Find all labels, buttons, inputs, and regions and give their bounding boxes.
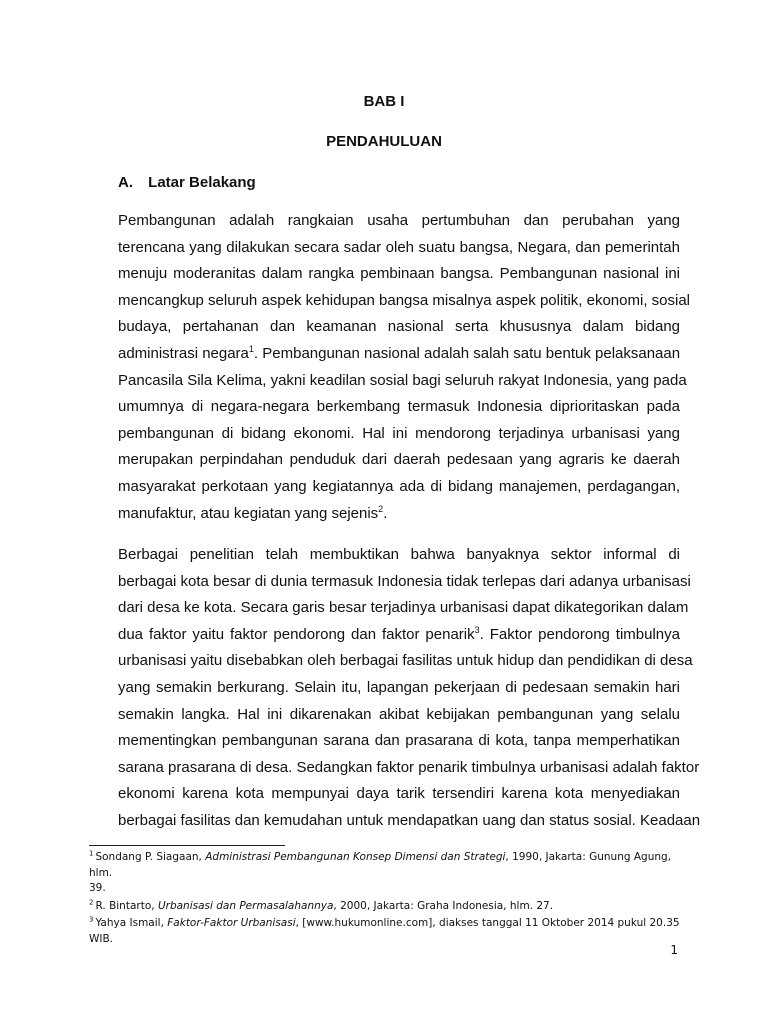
footnote-source-title: Administrasi Pembangunan Konsep Dimensi dan Strategi: [205, 851, 506, 863]
footnote-continuation: 39.: [89, 882, 106, 895]
footnote-mark: 1: [89, 849, 94, 858]
paragraph-line: Pembangunan adalah rangkaian usaha pertumbuhan dan perubahan yang: [118, 212, 680, 229]
paragraph-line: semakin langka. Hal ini dikarenakan akibat kebijakan pembangunan yang selalu: [118, 705, 680, 723]
paragraph-line: urbanisasi yaitu disebabkan oleh berbagai fasilitas untuk hidup dan pendidikan di desa: [118, 652, 693, 670]
footnote-author: R. Bintarto,: [95, 899, 158, 912]
paragraph-line: menuju moderanitas dalam rangka pembinaan bangsa. Pembangunan nasional ini: [118, 265, 680, 283]
page-number: 1: [670, 943, 678, 957]
footnote-author: Sondang P. Siagaan,: [95, 851, 206, 863]
footnote-details: , 1990, Jakarta: Gunung Agung, hlm.: [89, 851, 672, 879]
paragraph-line: sarana prasarana di desa. Sedangkan faktor penarik timbulnya urbanisasi adalah faktor: [118, 758, 700, 776]
paragraph-line: dua faktor yaitu faktor pendorong dan faktor penarik$^3$. Faktor pendorong timbulnya: [118, 624, 680, 643]
paragraph-line: merupakan perpindahan penduduk dari daerah pedesaan yang agraris ke daerah: [118, 451, 680, 469]
footnote-continuation: WIB.: [89, 932, 114, 945]
footnote-mark: 3: [89, 915, 94, 924]
paragraph-1: [118, 208, 691, 527]
footnotes: [89, 850, 689, 950]
paragraph-line: Pancasila Sila Kelima, yakni keadilan sosial bagi seluruh rakyat Indonesia, yang pada: [118, 371, 687, 389]
footnote-ref[interactable]: 1: [248, 343, 254, 354]
section-heading: [118, 174, 256, 191]
paragraph-line: ekonomi karena kota mempunyai daya tarik tersendiri karena kota menyediakan: [118, 785, 680, 803]
paragraph-line: umumnya di negara-negara berkembang termasuk Indonesia diprioritaskan pada: [118, 398, 680, 416]
paragraph-line: Berbagai penelitian telah membuktikan bahwa banyaknya sektor informal di: [118, 546, 680, 563]
paragraph-2: [118, 542, 701, 835]
footnote-separator: [89, 845, 285, 846]
footnote-2: [89, 899, 689, 915]
footnote-ref[interactable]: 2: [378, 503, 384, 514]
footnote-details: , [www.hukumonline.com], diakses tanggal 11 Oktober 2014 pukul 20.35: [295, 917, 680, 930]
section-number: A.: [118, 174, 133, 191]
paragraph-line: mementingkan pembangunan sarana dan prasarana di kota, tanpa memperhatikan: [118, 732, 680, 750]
footnote-3: [89, 916, 689, 947]
paragraph-line: manufaktur, atau kegiatan yang sejenis$^2$.: [118, 503, 388, 522]
paragraph-line: berbagai kota besar di dunia termasuk Indonesia tidak terlepas dari adanya urbanisasi: [118, 572, 691, 590]
section-title: Latar Belakang: [148, 174, 256, 191]
footnote-source-title: Urbanisasi dan Permasalahannya: [157, 899, 334, 912]
paragraph-line: budaya, pertahanan dan keamanan nasional serta khususnya dalam bidang: [118, 318, 680, 336]
paragraph-line: masyarakat perkotaan yang kegiatannya ada di bidang manajemen, perdagangan,: [118, 477, 680, 495]
footnote-source-title: Faktor-Faktor Urbanisasi: [167, 917, 296, 930]
footnote-ref[interactable]: 3: [474, 624, 480, 635]
chapter-number: BAB I: [363, 93, 405, 110]
paragraph-line: mencangkup seluruh aspek kehidupan bangsa misalnya aspek politik, ekonomi, sosial: [118, 291, 691, 309]
footnote-details: , 2000, Jakarta: Graha Indonesia, hlm. 27.: [333, 899, 554, 912]
footnote-author: Yahya Ismail,: [95, 917, 168, 930]
paragraph-line: dari desa ke kota. Secara garis besar terjadinya urbanisasi dapat dikategorikan dalam: [118, 599, 689, 617]
footnote-1: [89, 850, 689, 897]
paragraph-line: administrasi negara$^1$. Pembangunan nasional adalah salah satu bentuk pelaksanaan: [118, 343, 681, 362]
paragraph-line: yang semakin berkurang. Selain itu, lapangan pekerjaan di pedesaan semakin hari: [118, 678, 680, 696]
paragraph-line: pembangunan di bidang ekonomi. Hal ini mendorong terjadinya urbanisasi yang: [118, 424, 680, 442]
chapter-title: PENDAHULUAN: [326, 133, 442, 150]
footnote-mark: 2: [89, 898, 94, 907]
paragraph-line: terencana yang dilakukan secara sadar oleh suatu bangsa, Negara, dan pemerintah: [118, 238, 680, 256]
paragraph-line: berbagai fasilitas dan kemudahan untuk mendapatkan uang dan status sosial. Keadaan: [118, 811, 701, 829]
